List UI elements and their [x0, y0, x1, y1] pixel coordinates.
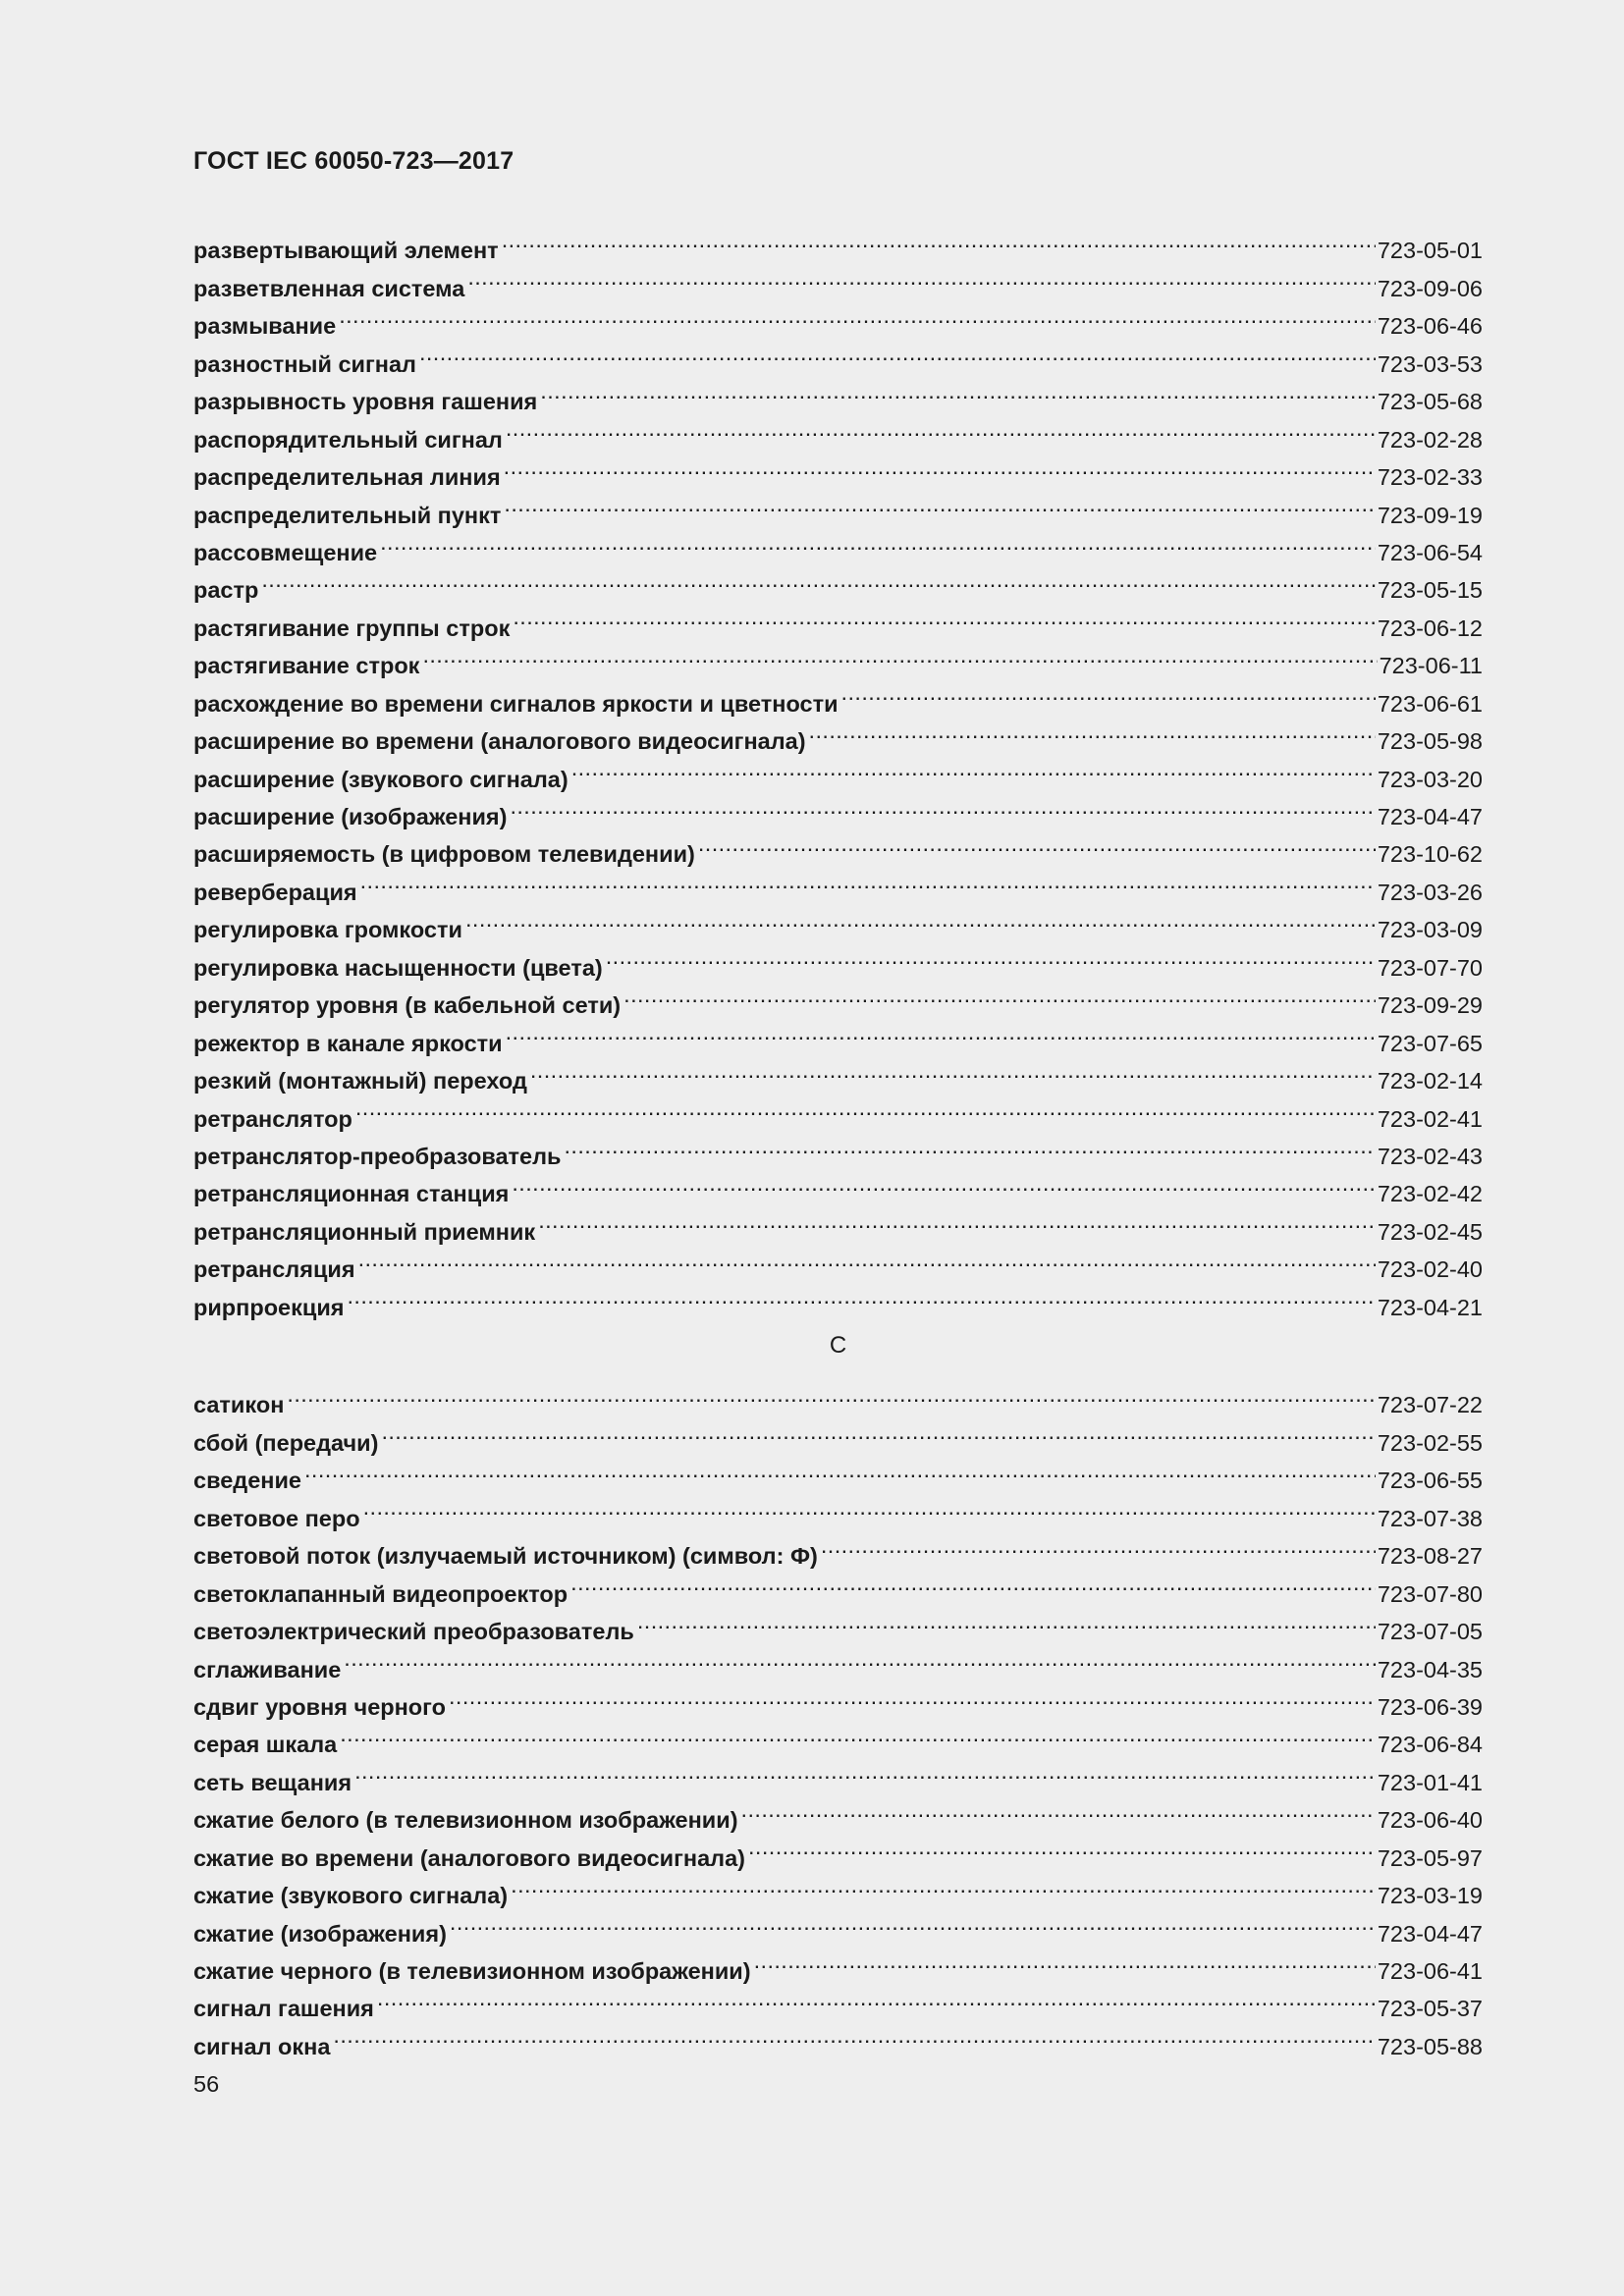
- dot-leader: [381, 1413, 1375, 1450]
- dot-leader: [530, 1051, 1376, 1089]
- index-term: сглаживание: [193, 1656, 342, 1682]
- index-reference: 723-08-27: [1377, 1543, 1483, 1570]
- index-entry: [193, 1752, 1483, 1795]
- index-reference: 723-02-40: [1377, 1256, 1483, 1283]
- dot-leader: [623, 976, 1376, 1013]
- index-entry: [193, 862, 1483, 905]
- index-term: ретранслятор: [193, 1105, 352, 1132]
- index-term: ретрансляционный приемник: [193, 1218, 536, 1245]
- index-reference: 723-02-41: [1377, 1105, 1483, 1132]
- index-reference: 723-09-06: [1377, 275, 1483, 301]
- dot-leader: [571, 749, 1376, 786]
- index-reference: 723-02-45: [1377, 1218, 1483, 1245]
- index-term: разрывность уровня гашения: [193, 389, 538, 415]
- index-reference: 723-07-80: [1377, 1580, 1483, 1607]
- index-reference: 723-02-43: [1377, 1143, 1483, 1169]
- index-term: растягивание группы строк: [193, 614, 511, 641]
- dot-leader: [419, 334, 1376, 371]
- index-term: сжатие белого (в телевизионном изображении): [193, 1807, 738, 1834]
- index-entry: [193, 561, 1483, 604]
- dot-leader: [304, 1451, 1376, 1488]
- index-entry: [193, 1715, 1483, 1758]
- dot-leader: [513, 598, 1376, 635]
- dot-leader: [358, 1240, 1376, 1277]
- dot-leader: [360, 862, 1376, 899]
- index-reference: 723-09-29: [1377, 992, 1483, 1019]
- index-term: рассовмещение: [193, 539, 378, 565]
- index-term: резкий (монтажный) переход: [193, 1068, 527, 1095]
- dot-leader: [754, 1942, 1376, 1979]
- dot-leader: [506, 1013, 1376, 1050]
- index-entry: [193, 1451, 1483, 1494]
- dot-leader: [511, 1866, 1376, 1903]
- dot-leader: [540, 372, 1376, 409]
- index-reference: 723-06-84: [1377, 1732, 1483, 1758]
- dot-leader: [355, 1089, 1376, 1126]
- index-term: сжатие во времени (аналогового видеосигнала): [193, 1844, 745, 1871]
- index-reference: 723-06-61: [1377, 690, 1483, 717]
- dot-leader: [333, 2016, 1375, 2054]
- dot-leader: [354, 1752, 1376, 1789]
- index-reference: 723-05-68: [1377, 389, 1483, 415]
- index-term: регулировка громкости: [193, 917, 462, 943]
- dot-leader: [380, 523, 1376, 561]
- index-reference: 723-06-54: [1377, 539, 1483, 565]
- index-term: развертывающий элемент: [193, 238, 499, 264]
- index-entry: [193, 1639, 1483, 1682]
- index-reference: 723-05-97: [1377, 1844, 1483, 1871]
- index-term: сатикон: [193, 1392, 285, 1418]
- index-reference: 723-04-35: [1377, 1656, 1483, 1682]
- index-term: ретрансляция: [193, 1256, 355, 1283]
- dot-leader: [821, 1526, 1376, 1564]
- dot-leader: [538, 1201, 1376, 1239]
- index-entry: [193, 221, 1483, 264]
- index-entry: [193, 1488, 1483, 1531]
- dot-leader: [809, 712, 1376, 749]
- index-reference: 723-04-21: [1377, 1294, 1483, 1320]
- index-term: разветвленная система: [193, 275, 465, 301]
- dot-leader: [377, 1979, 1376, 2016]
- dot-leader: [344, 1639, 1376, 1677]
- index-entry: [193, 1127, 1483, 1169]
- index-reference: 723-04-47: [1377, 1920, 1483, 1947]
- index-term: расхождение во времени сигналов яркости и цветности: [193, 690, 839, 717]
- index-reference: 723-02-55: [1377, 1429, 1483, 1456]
- dot-leader: [422, 636, 1377, 673]
- dot-leader: [363, 1488, 1376, 1525]
- index-term: растягивание строк: [193, 653, 420, 679]
- dot-leader: [261, 561, 1376, 598]
- index-reference: 723-05-01: [1377, 238, 1483, 264]
- index-term: световое перо: [193, 1505, 360, 1531]
- index-term: сжатие черного (в телевизионном изображении): [193, 1958, 751, 1984]
- index-entry: [193, 334, 1483, 377]
- index-term: рирпроекция: [193, 1294, 345, 1320]
- index-reference: 723-05-88: [1377, 2033, 1483, 2059]
- index-reference: 723-05-15: [1377, 577, 1483, 604]
- index-reference: 723-06-55: [1377, 1468, 1483, 1494]
- index-term: растр: [193, 577, 259, 604]
- index-reference: 723-07-38: [1377, 1505, 1483, 1531]
- index-entry: [193, 1240, 1483, 1283]
- index-reference: 723-07-05: [1377, 1619, 1483, 1645]
- index-reference: 723-02-42: [1377, 1181, 1483, 1207]
- index-entry: [193, 296, 1483, 340]
- index-reference: 723-05-98: [1377, 728, 1483, 755]
- index-term: светоэлектрический преобразователь: [193, 1619, 634, 1645]
- index-reference: 723-07-22: [1377, 1392, 1483, 1418]
- index-entry: [193, 1979, 1483, 2022]
- index-section-r: [193, 221, 1483, 1320]
- index-term: сведение: [193, 1468, 301, 1494]
- dot-leader: [502, 221, 1376, 258]
- index-term: регулировка насыщенности (цвета): [193, 954, 603, 981]
- index-reference: 723-06-46: [1377, 313, 1483, 340]
- section-letter-heading: С: [829, 1332, 847, 1359]
- index-reference: 723-03-26: [1377, 879, 1483, 905]
- dot-leader: [504, 448, 1376, 485]
- index-reference: 723-03-53: [1377, 350, 1483, 377]
- index-reference: 723-05-37: [1377, 1996, 1483, 2022]
- index-reference: 723-02-28: [1377, 426, 1483, 453]
- index-term: сигнал окна: [193, 2033, 331, 2059]
- index-reference: 723-04-47: [1377, 804, 1483, 829]
- index-term: реверберация: [193, 879, 357, 905]
- index-reference: 723-06-12: [1377, 614, 1483, 641]
- index-reference: 723-06-39: [1377, 1693, 1483, 1720]
- dot-leader: [340, 1715, 1376, 1752]
- index-term: световой поток (излучаемый источником) (символ: Ф): [193, 1543, 818, 1570]
- index-section-s: [193, 1375, 1483, 2059]
- index-term: размывание: [193, 313, 337, 340]
- dot-leader: [506, 409, 1376, 447]
- index-entry: [193, 900, 1483, 943]
- index-term: расширение (звукового сигнала): [193, 766, 568, 792]
- index-reference: 723-07-65: [1377, 1030, 1483, 1056]
- index-term: разностный сигнал: [193, 350, 416, 377]
- index-entry: [193, 1277, 1483, 1320]
- index-term: ретрансляционная станция: [193, 1181, 510, 1207]
- index-reference: 723-10-62: [1377, 841, 1483, 868]
- index-reference: 723-06-11: [1379, 653, 1483, 679]
- index-reference: 723-02-33: [1377, 464, 1483, 491]
- page-number: 56: [193, 2071, 220, 2097]
- dot-leader: [449, 1678, 1376, 1715]
- index-entry: [193, 1526, 1483, 1570]
- index-term: светоклапанный видеопроектор: [193, 1580, 568, 1607]
- index-entry: [193, 1790, 1483, 1834]
- dot-leader: [450, 1903, 1376, 1941]
- dot-leader: [339, 296, 1376, 334]
- index-reference: 723-01-41: [1377, 1769, 1483, 1795]
- index-reference: 723-03-09: [1377, 917, 1483, 943]
- dot-leader: [348, 1277, 1376, 1314]
- index-term: расширение (изображения): [193, 804, 508, 829]
- index-term: режектор в канале яркости: [193, 1030, 503, 1056]
- index-reference: 723-03-19: [1377, 1883, 1483, 1909]
- document-title: ГОСТ IEC 60050-723—2017: [193, 147, 514, 175]
- index-entry: [193, 1375, 1483, 1418]
- dot-leader: [570, 1564, 1376, 1601]
- index-term: сжатие (звукового сигнала): [193, 1883, 509, 1909]
- dot-leader: [512, 1164, 1376, 1201]
- index-entry: [193, 2016, 1483, 2059]
- index-term: сеть вещания: [193, 1769, 352, 1795]
- dot-leader: [287, 1375, 1375, 1413]
- index-entry: [193, 1089, 1483, 1132]
- index-entry: [193, 1678, 1483, 1720]
- index-term: серая шкала: [193, 1732, 338, 1758]
- index-term: распределительный пункт: [193, 502, 502, 528]
- index-entry: [193, 523, 1483, 565]
- dot-leader: [467, 258, 1376, 295]
- index-reference: 723-06-41: [1377, 1958, 1483, 1984]
- dot-leader: [465, 900, 1376, 937]
- dot-leader: [748, 1828, 1376, 1865]
- index-entry: [193, 1413, 1483, 1456]
- index-reference: 723-09-19: [1377, 502, 1483, 528]
- index-term: сбой (передачи): [193, 1429, 379, 1456]
- index-reference: 723-07-70: [1377, 954, 1483, 981]
- index-term: распорядительный сигнал: [193, 426, 503, 453]
- index-term: расширение во времени (аналогового видеосигнала): [193, 728, 806, 755]
- dot-leader: [698, 825, 1376, 862]
- dot-leader: [510, 787, 1375, 825]
- dot-leader: [637, 1602, 1376, 1639]
- index-reference: 723-06-40: [1377, 1807, 1483, 1834]
- dot-leader: [741, 1790, 1376, 1828]
- index-term: расширяемость (в цифровом телевидении): [193, 841, 695, 868]
- index-term: сигнал гашения: [193, 1996, 374, 2022]
- dot-leader: [841, 673, 1376, 711]
- dot-leader: [606, 937, 1376, 975]
- dot-leader: [504, 485, 1375, 522]
- index-term: сжатие (изображения): [193, 1920, 447, 1947]
- index-term: сдвиг уровня черного: [193, 1693, 446, 1720]
- index-term: распределительная линия: [193, 464, 501, 491]
- index-term: ретранслятор-преобразователь: [193, 1143, 562, 1169]
- index-reference: 723-02-14: [1377, 1068, 1483, 1095]
- index-entry: [193, 598, 1483, 641]
- index-term: регулятор уровня (в кабельной сети): [193, 992, 622, 1019]
- index-reference: 723-03-20: [1377, 766, 1483, 792]
- dot-leader: [565, 1127, 1376, 1164]
